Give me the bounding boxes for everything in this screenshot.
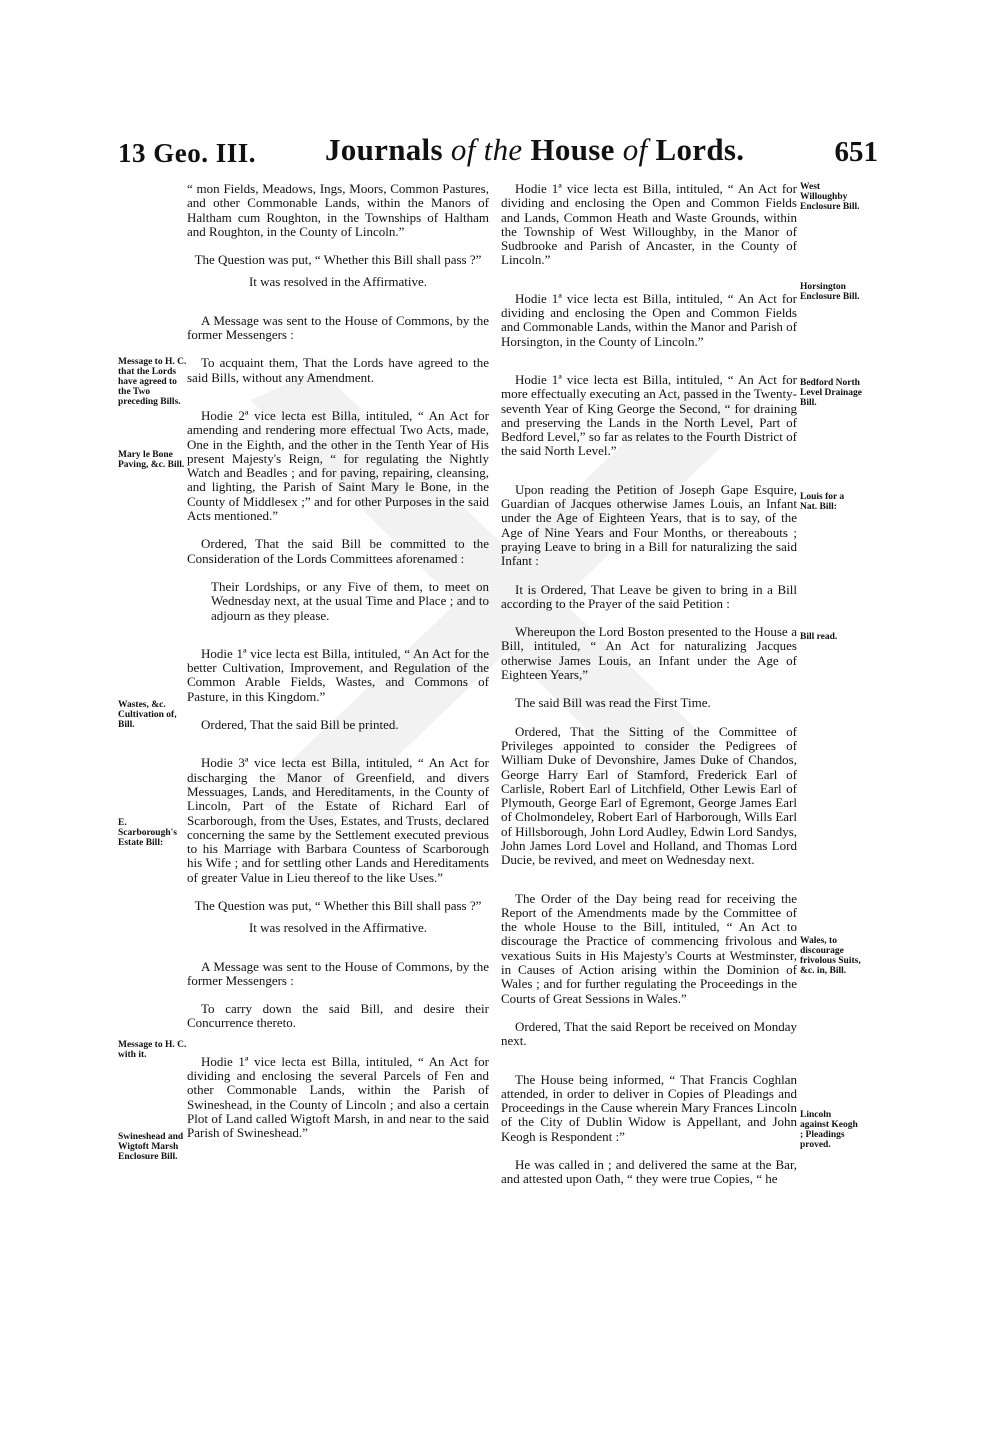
paragraph: Hodie 1ª vice lecta est Billa, intituled, “ An Act for dividing and enclosing the Open and Common Fields and Commonable Lands, within the Manor and Parish of Horsington, in the County of Lincoln.” [501,290,797,349]
paragraph: A Message was sent to the House of Commons, by the former Messengers : [187,312,489,343]
margin-note: Horsington Enclosure Bill. [800,282,860,302]
paragraph: A Message was sent to the House of Commons, by the former Messengers : [187,958,489,988]
paragraph: Hodie 1ª vice lecta est Billa, intituled, “ An Act for dividing and enclosing the Open and Common Fields and Lands, Common Heath and Waste Grounds, within the Township of West Willoughby, in the Manor of Sudbrooke and Parish of Ancaster, in the County of Lincoln.” [501,181,797,268]
margin-note: Wales, to discourage frivolous Suits, &c. in, Bill. [800,936,861,976]
paragraph: The House being informed, “ That Francis Coghlan attended, in order to deliver in Copies of Pleadings and Proceedings in the Cause wherein Mary Frances Lincoln of the City of Dublin Widow is Appellant, and John Keogh is Respondent :” [501,1071,797,1144]
margin-note: Message to H. C. with it. [118,1040,187,1060]
margin-note: Lincoln against Keogh ; Pleadings proved. [800,1110,858,1150]
margin-note: West Willoughby Enclosure Bill. [800,182,860,212]
paragraph: The said Bill was read the First Time. [515,695,711,711]
right-column [501,182,797,1187]
paragraph: Hodie 3ª vice lecta est Billa, intituled, “ An Act for discharging the Manor of Greenfield, and divers Messuages, Lands, and Hereditaments, in the County of Lincoln, Part of the Estate of Richard Earl of Scarborough, from the Uses, Estates, and Trusts, declared concerning the same by the Settlement executed previous to his Marriage with Barbara Countess of Scarborough his Wife ; and for settling other Lands and Hereditaments of greater Value in Lieu thereof to the like Uses.” [187,755,489,885]
paragraph: Ordered, That the said Report be received on Monday next. [501,1018,797,1049]
margin-note: E. Scarborough's Estate Bill: [118,818,177,848]
paragraph: “ mon Fields, Meadows, Ings, Moors, Common Pastures, and other Commonable Lands, within the Manors of Haltham cum Roughton, in the Townships of Haltham and Roughton, in the County of Lincoln.” [187,181,489,239]
margin-note: Swineshead and Wigtoft Marsh Enclosure Bill. [118,1132,184,1162]
paragraph: It was resolved in the Affirmative. [248,274,428,290]
paragraph: Whereupon the Lord Boston presented to the House a Bill, intituled, “ An Act for naturalizing Jacques otherwise James Louis, an Infant under the Age of Eighteen Years,” [501,624,797,683]
paragraph: The Order of the Day being read for receiving the Report of the Amendments made by the Committee of the whole House to the Bill, intituled, “ An Act to discourage the Practice of commencing frivolous and vexatious Suits in His Majesty's Courts at Westminster, in Causes of Action arising within the Dominion of Wales ; and for further regulating the Proceedings in the Courts of Great Sessions in Wales.” [501,890,797,1006]
regnal-year: 13 Geo. III. [118,138,257,168]
paragraph: Ordered, That the Sitting of the Committee of Privileges appointed to consider the Pedigrees of William Duke of Devonshire, James Duke of Chandos, George Harry Earl of Stamford, Frederick Earl of Carlisle, Robert Earl of Litchfield, Other Lewis Earl of Plymouth, George Earl of Egremont, George James Earl of Cholmondeley, Robert Earl of Harborough, Wills Earl of Hillsborough, John Lord Audley, Edwin Lord Sandys, John James Lord Lovel and Holland, and Thomas Lord Ducie, be revived, and meet on Wednesday next. [501,723,797,868]
paragraph: Hodie 1ª vice lecta est Billa, intituled, “ An Act for more effectually executing an Act, passed in the Twenty-seventh Year of King George the Second, “ for draining and preserving the Lands in the North Level, Part of Bedford Level,” so far as relates to the Fourth District of the said North Level.” [501,371,797,459]
left-column [187,182,489,1141]
margin-note: Wastes, &c. Cultivation of, Bill. [118,700,177,730]
paragraph: Upon reading the Petition of Joseph Gape Esquire, Guardian of Jacques otherwise James Louis, an Infant under the Age of Eighteen Years, that is to say, of the Age of Nine Years and Four Months, or thereabouts ; praying Leave to bring in a Bill for naturalizing the said Infant : [501,481,797,569]
paragraph: Ordered, That the said Bill be printed. [201,717,399,733]
margin-note: Message to H. C. that the Lords have agreed to the Two preceding Bills. [118,357,187,407]
paragraph: The Question was put, “ Whether this Bill shall pass ?” [194,252,482,268]
paragraph: He was called in ; and delivered the same at the Bar, and attested upon Oath, “ they were true Copies, “ he [501,1157,797,1187]
paragraph: Hodie 2ª vice lecta est Billa, intituled, “ An Act for amending and rendering more effectual Two Acts, made, One in the Eighth, and the other in the Tenth Year of His present Majesty's Reign, “ for regulating the Nightly Watch and Beadles ; and for paving, repairing, cleansing, and lighting, the Parish of Saint Mary le Bone, in the County of Middlesex ;” and for other Purposes in the said Acts mentioned.” [187,407,489,524]
margin-note: Bill read. [800,632,838,642]
paragraph: It is Ordered, That Leave be given to bring in a Bill according to the Prayer of the said Petition : [501,581,797,611]
paragraph: Hodie 1ª vice lecta est Billa, intituled, “ An Act for the better Cultivation, Improvement, and Regulation of the Common Arable Fields, Wastes, and Commons of Pasture, in this Kingdom.” [187,645,489,704]
paragraph: To carry down the said Bill, and desire their Concurrence thereto. [187,1001,489,1031]
paragraph: It was resolved in the Affirmative. [248,920,428,936]
margin-note: Bedford North Level Drainage Bill. [800,378,863,408]
paragraph: Ordered, That the said Bill be committed to the Consideration of the Lords Committees aforenamed : [187,536,489,566]
paragraph: Their Lordships, or any Five of them, to meet on Wednesday next, at the usual Time and Place ; and to adjourn as they please. [211,578,489,623]
page-number: 651 [834,136,878,168]
journal-title: Journals of the House of Lords. [325,132,745,167]
paragraph: Hodie 1ª vice lecta est Billa, intituled, “ An Act for dividing and enclosing the several Parcels of Fen and other Commonable Lands, within the Parish of Swineshead, in the County of Lincoln ; and also a certain Plot of Land called Wigtoft Marsh, in and near to the said Parish of Swineshead.” [187,1053,489,1141]
running-header [118,132,878,176]
paragraph: To acquaint them, That the Lords have agreed to the said Bills, without any Amendment. [187,355,489,385]
margin-note: Louis for a Nat. Bill: [800,492,845,512]
margin-note: Mary le Bone Paving, &c. Bill. [118,450,185,470]
paragraph: The Question was put, “ Whether this Bill shall pass ?” [194,897,482,913]
